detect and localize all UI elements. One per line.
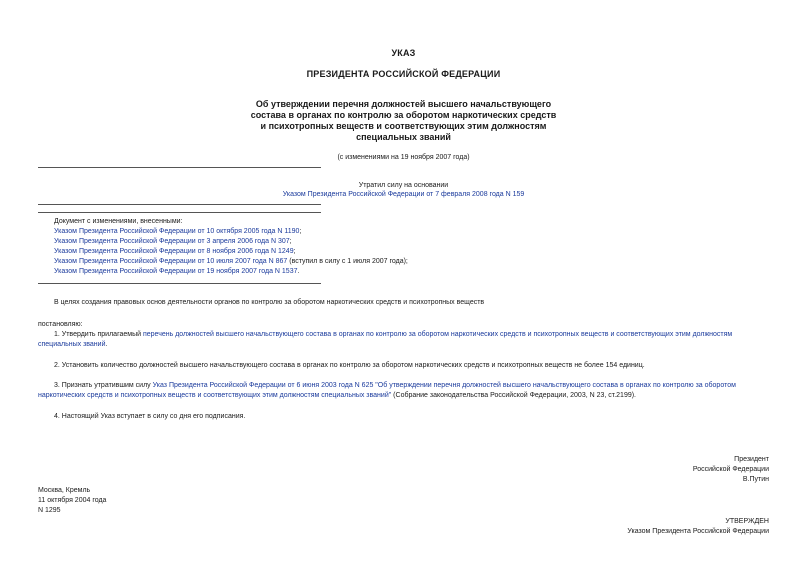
date: 11 октября 2004 года <box>38 497 107 504</box>
changes-heading: Документ с изменениями, внесенными: <box>54 218 183 225</box>
change-item: Указом Президента Российской Федерации от 10 июля 2007 года N 867 (вступил в силу с 1 июля 2007 года); <box>54 258 408 265</box>
repealed-decree-link[interactable]: наркотических средств и психотропных веществ и соответствующих этим должностям специальных званий" <box>38 392 392 399</box>
change-link[interactable]: Указом Президента Российской Федерации от 19 ноября 2007 года N 1537 <box>54 268 298 275</box>
preamble: В целях создания правовых основ деятельности органов по контролю за оборотом наркотических средств и психотропных веществ <box>54 299 485 306</box>
approved-by: Указом Президента Российской Федерации <box>627 528 769 535</box>
divider <box>38 212 321 213</box>
list-link[interactable]: специальных званий <box>38 341 106 348</box>
paragraph-3: 3. Признать утратившим силу Указ Президента Российской Федерации от 6 июня 2003 года N 625 "Об утверждении перечня должностей высшего начальствующего состава в органах по контролю за оборотом <box>54 382 736 389</box>
repealed-decree-link[interactable]: Указ Президента Российской Федерации от 6 июня 2003 года N 625 "Об утверждении перечня должностей высшего начальствующего состава в органах по контролю за оборотом <box>152 382 736 389</box>
amendment-note: (с изменениями на 19 ноября 2007 года) <box>337 154 470 161</box>
title-line-4: специальных званий <box>356 132 451 142</box>
approved-label: УТВЕРЖДЕН <box>725 518 769 525</box>
change-item: Указом Президента Российской Федерации от 10 октября 2005 года N 1190; <box>54 228 302 235</box>
paragraph-1-cont: специальных званий. <box>38 341 108 348</box>
change-item: Указом Президента Российской Федерации от 8 ноября 2006 года N 1249; <box>54 248 296 255</box>
repeal-text: Утратил силу на основании <box>358 182 449 189</box>
signature-title: Президент <box>734 456 769 463</box>
title-line-2: состава в органах по контролю за оборотом наркотических средств <box>250 110 557 120</box>
repeal-link[interactable]: Указом Президента Российской Федерации от 7 февраля 2008 года N 159 <box>282 191 525 198</box>
change-link[interactable]: Указом Президента Российской Федерации от 10 октября 2005 года N 1190 <box>54 228 300 235</box>
title-line-1: Об утверждении перечня должностей высшего начальствующего <box>255 99 552 109</box>
decree-issuer: ПРЕЗИДЕНТА РОССИЙСКОЙ ФЕДЕРАЦИИ <box>306 69 501 79</box>
paragraph-2: 2. Установить количество должностей высшего начальствующего состава в органах по контролю за оборотом наркотических средств и психотропных веществ не более 154 единиц. <box>54 362 645 369</box>
paragraph-1: 1. Утвердить прилагаемый перечень должностей высшего начальствующего состава в органах по контролю за оборотом наркотических средств и психотропных веществ и соответствующих этим должностям <box>54 331 733 338</box>
change-link[interactable]: Указом Президента Российской Федерации от 10 июля 2007 года N 867 <box>54 258 288 265</box>
change-item: Указом Президента Российской Федерации от 19 ноября 2007 года N 1537. <box>54 268 300 275</box>
paragraph-3-cont: наркотических средств и психотропных веществ и соответствующих этим должностям специальных званий" (Собрание законодательства Российской Федерации, 2003, N 23, ст.2199). <box>38 392 637 399</box>
divider <box>38 283 321 284</box>
decree-number: N 1295 <box>38 507 61 514</box>
change-link[interactable]: Указом Президента Российской Федерации от 3 апреля 2006 года N 307 <box>54 238 290 245</box>
decree-word: постановляю: <box>38 321 83 328</box>
signature-name: В.Путин <box>742 476 769 483</box>
decree-heading: УКАЗ <box>391 48 416 58</box>
change-link[interactable]: Указом Президента Российской Федерации от 8 ноября 2006 года N 1249 <box>54 248 294 255</box>
title-line-3: и психотропных веществ и соответствующих этим должностям <box>260 121 547 131</box>
list-link[interactable]: перечень должностей высшего начальствующего состава в органах по контролю за оборотом наркотических средств и психотропных веществ и соответствующих этим должностям <box>142 331 733 338</box>
divider <box>38 167 321 168</box>
place: Москва, Кремль <box>38 487 91 494</box>
change-item: Указом Президента Российской Федерации от 3 апреля 2006 года N 307; <box>54 238 292 245</box>
divider <box>38 204 321 205</box>
signature-org: Российской Федерации <box>692 466 769 473</box>
paragraph-4: 4. Настоящий Указ вступает в силу со дня его подписания. <box>54 413 246 420</box>
